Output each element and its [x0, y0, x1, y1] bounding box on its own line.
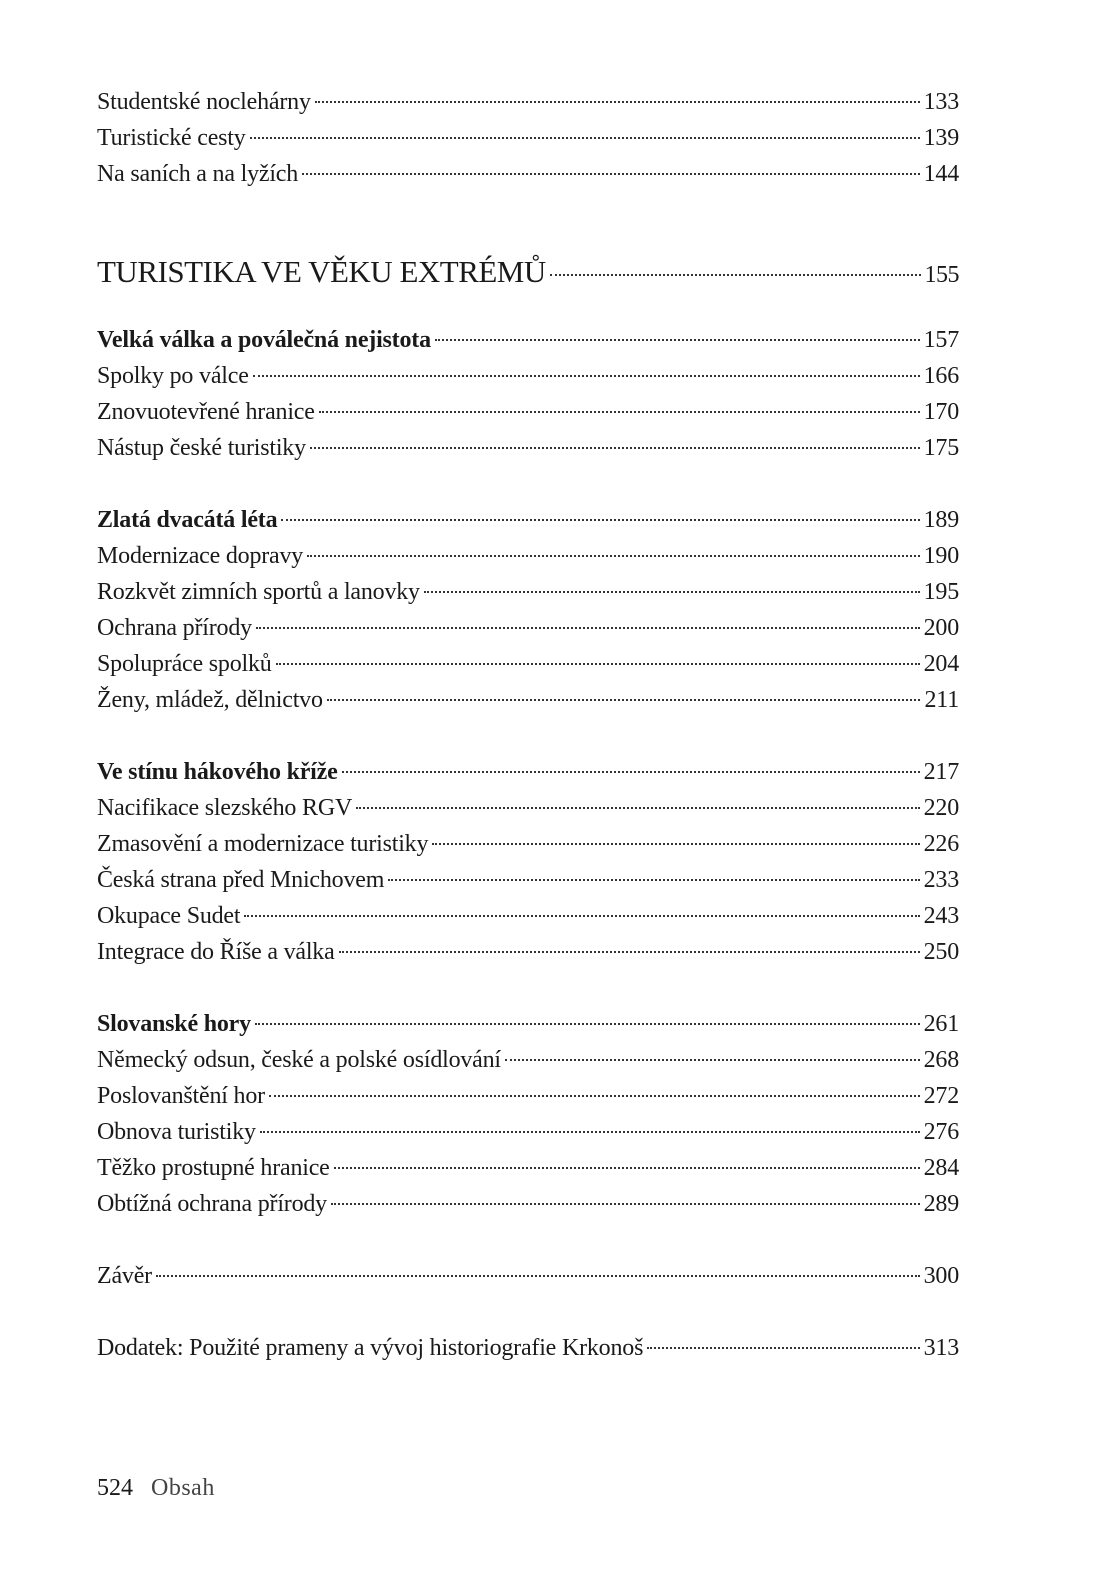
dot-leader — [331, 1203, 920, 1205]
dot-leader — [256, 627, 920, 629]
toc-entry[interactable] — [97, 610, 959, 646]
toc-entry-page: 204 — [923, 651, 959, 677]
toc-entry[interactable] — [97, 934, 959, 970]
dot-leader — [342, 771, 920, 773]
dot-leader — [319, 411, 920, 413]
spacer — [97, 466, 959, 502]
toc-entry-page: 175 — [923, 435, 959, 461]
toc-entry[interactable] — [97, 898, 959, 934]
toc-entry-page: 220 — [923, 795, 959, 821]
dot-leader — [281, 519, 919, 521]
toc-part-page: 155 — [924, 262, 959, 288]
toc-entry-page: 189 — [923, 507, 959, 533]
toc-entry-label: Zlatá dvacátá léta — [97, 507, 278, 533]
toc-entry-label: Poslovanštění hor — [97, 1083, 265, 1109]
toc-entry-page: 157 — [923, 327, 959, 353]
toc-part-heading[interactable] — [97, 250, 959, 294]
toc-entry-label: Obnova turistiky — [97, 1119, 256, 1145]
toc-entry[interactable] — [97, 826, 959, 862]
dot-leader — [253, 375, 920, 377]
toc-entry-page: 144 — [923, 161, 959, 187]
spacer — [97, 192, 959, 250]
toc-entry-page: 250 — [923, 939, 959, 965]
toc-entry-page: 195 — [923, 579, 959, 605]
toc-entry-label: Zmasovění a modernizace turistiky — [97, 831, 429, 857]
toc-entry-page: 226 — [923, 831, 959, 857]
toc-entry-label: Okupace Sudet — [97, 903, 241, 929]
toc-chapter-heading[interactable] — [97, 1006, 959, 1042]
dot-leader — [315, 101, 920, 103]
dot-leader — [269, 1095, 920, 1097]
toc-entry-label: Modernizace dopravy — [97, 543, 304, 569]
table-of-contents — [97, 84, 959, 1366]
toc-entry[interactable] — [97, 1114, 959, 1150]
toc-entry-page: 284 — [923, 1155, 959, 1181]
toc-entry-page: 268 — [923, 1047, 959, 1073]
toc-entry-page: 200 — [923, 615, 959, 641]
dot-leader — [255, 1023, 920, 1025]
dot-leader — [647, 1347, 919, 1349]
toc-entry-label: Spolky po válce — [97, 363, 249, 389]
toc-entry[interactable] — [97, 574, 959, 610]
toc-chapter-heading[interactable] — [97, 322, 959, 358]
toc-entry[interactable] — [97, 1078, 959, 1114]
toc-entry-label: Závěr — [97, 1263, 152, 1289]
toc-entry-page: 276 — [923, 1119, 959, 1145]
toc-entry-label: Nástup české turistiky — [97, 435, 306, 461]
toc-entry[interactable] — [97, 120, 959, 156]
toc-entry[interactable] — [97, 538, 959, 574]
dot-leader — [276, 663, 920, 665]
toc-entry-label: Těžko prostupné hranice — [97, 1155, 330, 1181]
toc-entry-page: 190 — [923, 543, 959, 569]
spacer — [97, 718, 959, 754]
spacer — [97, 970, 959, 1006]
toc-entry-label: Na saních a na lyžích — [97, 161, 299, 187]
spacer — [97, 1222, 959, 1258]
toc-entry[interactable] — [97, 646, 959, 682]
toc-entry-label: Nacifikace slezského RGV — [97, 795, 353, 821]
toc-entry[interactable] — [97, 156, 959, 192]
toc-entry-page: 261 — [923, 1011, 959, 1037]
toc-entry[interactable] — [97, 682, 959, 718]
toc-entry-page: 166 — [923, 363, 959, 389]
running-title: Obsah — [151, 1475, 215, 1501]
spacer — [97, 294, 959, 322]
toc-entry-page: 289 — [923, 1191, 959, 1217]
toc-entry[interactable] — [97, 394, 959, 430]
toc-entry[interactable] — [97, 84, 959, 120]
toc-entry-label: Německý odsun, české a polské osídlování — [97, 1047, 501, 1073]
toc-entry-page: 243 — [923, 903, 959, 929]
toc-entry-label: Obtížná ochrana přírody — [97, 1191, 327, 1217]
page-footer — [97, 1470, 215, 1506]
dot-leader — [302, 173, 920, 175]
toc-entry[interactable] — [97, 1186, 959, 1222]
toc-entry-label: Rozkvět zimních sportů a lanovky — [97, 579, 420, 605]
toc-chapter-heading[interactable] — [97, 502, 959, 538]
dot-leader — [307, 555, 919, 557]
toc-entry[interactable] — [97, 430, 959, 466]
dot-leader — [356, 807, 919, 809]
toc-entry[interactable] — [97, 790, 959, 826]
toc-chapter-heading[interactable] — [97, 754, 959, 790]
toc-entry-label: Ochrana přírody — [97, 615, 252, 641]
toc-entry-label: Turistické cesty — [97, 125, 246, 151]
dot-leader — [334, 1167, 920, 1169]
dot-leader — [424, 591, 920, 593]
dot-leader — [550, 274, 921, 276]
dot-leader — [260, 1131, 920, 1133]
toc-entry-page: 170 — [923, 399, 959, 425]
page-number: 524 — [97, 1475, 133, 1501]
toc-entry[interactable] — [97, 1150, 959, 1186]
toc-appendix[interactable] — [97, 1330, 959, 1366]
dot-leader — [327, 699, 921, 701]
dot-leader — [435, 339, 920, 341]
toc-entry-label: Velká válka a poválečná nejistota — [97, 327, 431, 353]
toc-entry[interactable] — [97, 358, 959, 394]
toc-entry-page: 133 — [923, 89, 959, 115]
dot-leader — [388, 879, 919, 881]
dot-leader — [156, 1275, 920, 1277]
toc-entry-page: 272 — [923, 1083, 959, 1109]
toc-conclusion[interactable] — [97, 1258, 959, 1294]
toc-entry-label: Studentské noclehárny — [97, 89, 311, 115]
toc-entry-page: 300 — [923, 1263, 959, 1289]
toc-entry-label: Znovuotevřené hranice — [97, 399, 315, 425]
toc-entry-page: 211 — [924, 687, 959, 713]
toc-entry-page: 233 — [923, 867, 959, 893]
toc-entry-page: 139 — [923, 125, 959, 151]
dot-leader — [432, 843, 919, 845]
toc-entry[interactable] — [97, 862, 959, 898]
toc-entry-label: Ženy, mládež, dělnictvo — [97, 687, 323, 713]
dot-leader — [505, 1059, 920, 1061]
toc-entry-label: Spolupráce spolků — [97, 651, 272, 677]
toc-entry[interactable] — [97, 1042, 959, 1078]
toc-part-label: TURISTIKA VE VĚKU EXTRÉMŮ — [97, 254, 546, 289]
toc-entry-label: Integrace do Říše a válka — [97, 939, 335, 965]
toc-entry-label: Ve stínu hákového kříže — [97, 759, 338, 785]
toc-entry-label: Česká strana před Mnichovem — [97, 867, 385, 893]
dot-leader — [310, 447, 920, 449]
dot-leader — [244, 915, 919, 917]
toc-entry-label: Dodatek: Použité prameny a vývoj historiografie Krkonoš — [97, 1335, 644, 1361]
toc-entry-page: 217 — [923, 759, 959, 785]
dot-leader — [339, 951, 920, 953]
toc-entry-label: Slovanské hory — [97, 1011, 251, 1037]
spacer — [97, 1294, 959, 1330]
dot-leader — [250, 137, 920, 139]
toc-entry-page: 313 — [923, 1335, 959, 1361]
